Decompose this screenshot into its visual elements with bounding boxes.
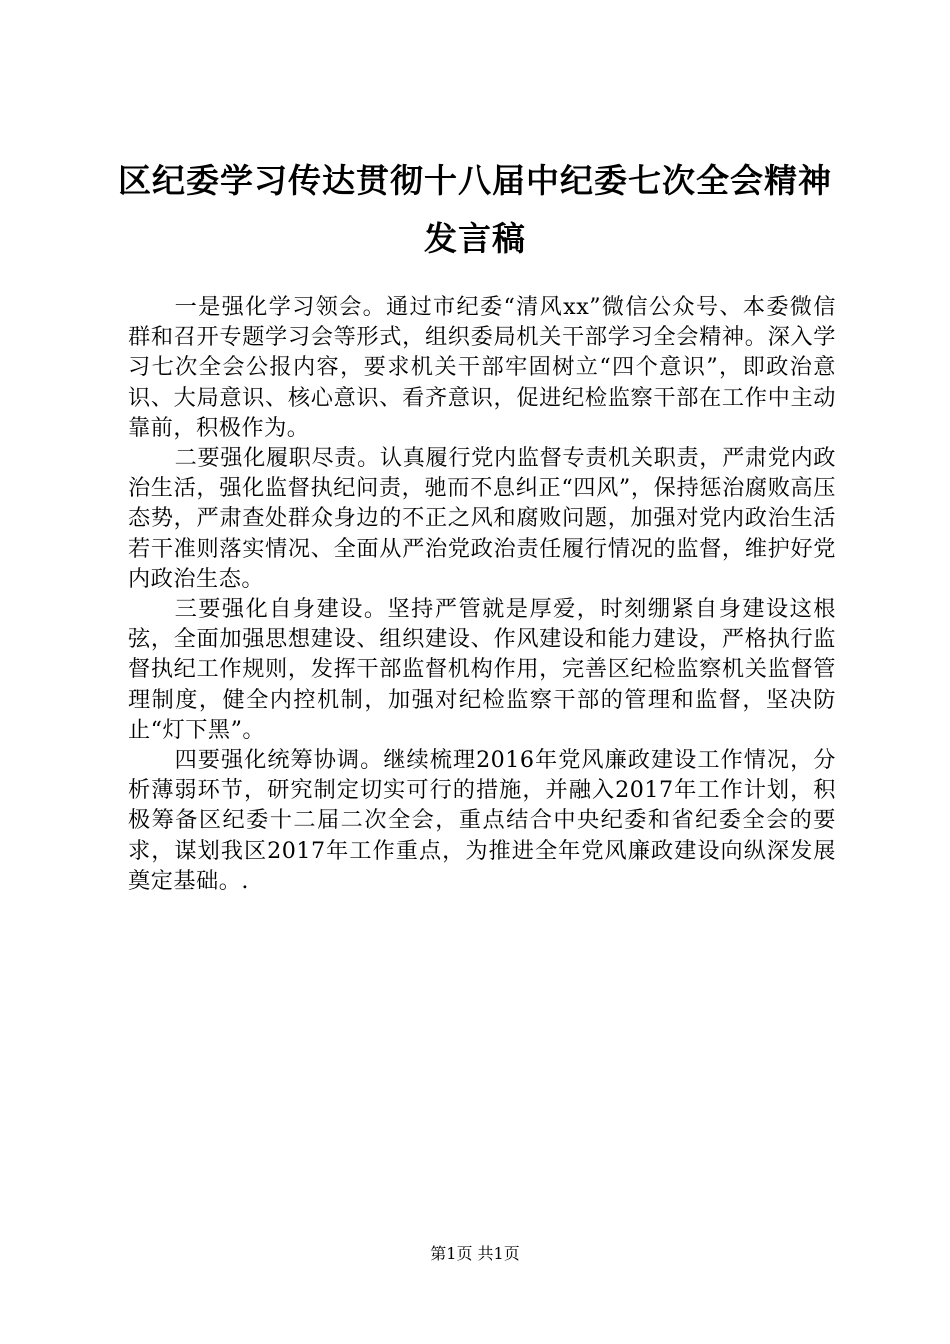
paragraph-3: 三要强化自身建设。坚持严管就是厚爱，时刻绷紧自身建设这根弦，全面加强思想建设、组织建设、作风建设和能力建设，严格执行监督执纪工作规则，发挥干部监督机构作用，完善区纪检监察机关监督管理制度，健全内控机制，加强对纪检监察干部的管理和监督，坚决防止“灯下黑”。 [128, 596, 836, 743]
document-body [128, 292, 836, 896]
page-number-footer: 第1页 共1页 [430, 1244, 520, 1263]
paragraph-4: 四要强化统筹协调。继续梳理2016年党风廉政建设工作情况，分析薄弱环节，研究制定切实可行的措施，并融入2017年工作计划，积极筹备区纪委十二届二次全会，重点结合中央纪委和省纪委全会的要求，谋划我区2017年工作重点，为推进全年党风廉政建设向纵深发展奠定基础。. [128, 747, 836, 894]
paragraph-2: 二要强化履职尽责。认真履行党内监督专责机关职责，严肃党内政治生活，强化监督执纪问责，驰而不息纠正“四风”，保持惩治腐败高压态势，严肃查处群众身边的不正之风和腐败问题，加强对党内政治生活若干准则落实情况、全面从严治党政治责任履行情况的监督，维护好党内政治生态。 [128, 445, 836, 592]
paragraph-1: 一是强化学习领会。通过市纪委“清风xx”微信公众号、本委微信群和召开专题学习会等形式，组织委局机关干部学习全会精神。深入学习七次全会公报内容，要求机关干部牢固树立“四个意识”，即政治意识、大局意识、核心意识、看齐意识，促进纪检监察干部在工作中主动靠前，积极作为。 [128, 294, 836, 441]
document-title: 区纪委学习传达贯彻十八届中纪委七次全会精神发言稿 [118, 161, 832, 258]
